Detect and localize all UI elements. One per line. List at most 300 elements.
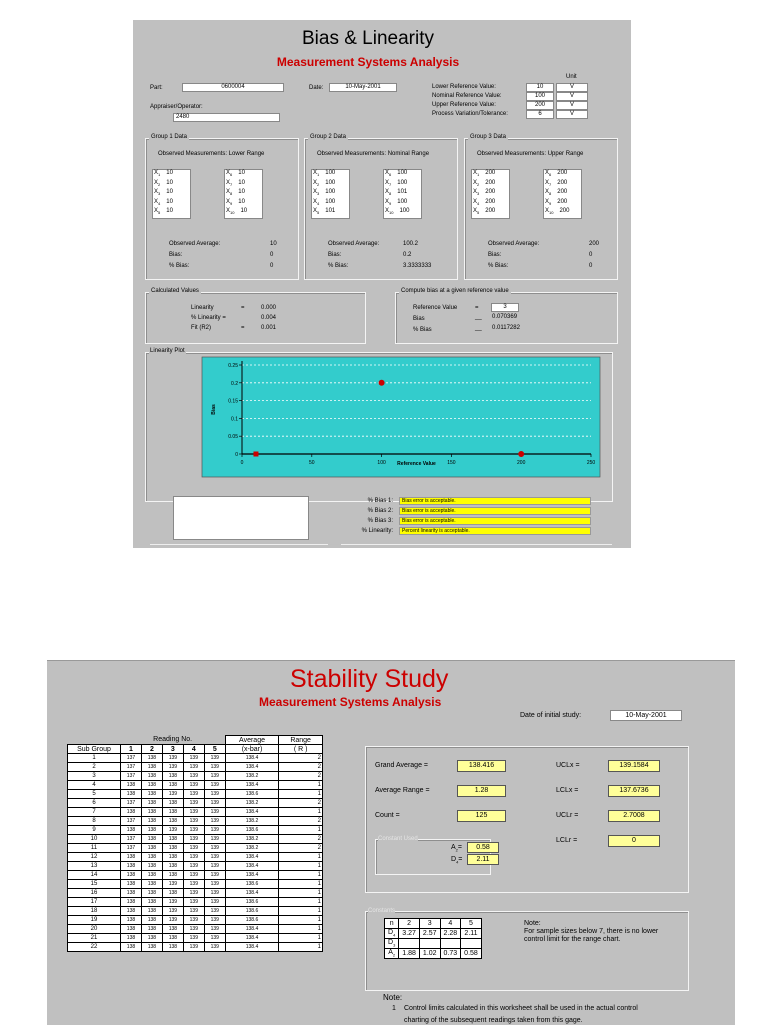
x-symbol: X <box>473 189 478 195</box>
measurement-index: 3 <box>158 191 161 197</box>
reading-cell[interactable]: 139 <box>183 862 204 871</box>
reading-cell[interactable]: 139 <box>183 943 204 952</box>
reading-cell[interactable]: 138 <box>162 772 183 781</box>
constant-name-cell <box>385 939 399 949</box>
reading-cell[interactable]: 138 <box>121 898 142 907</box>
table-row <box>68 916 323 925</box>
group-1-box <box>145 134 299 280</box>
measurement-row[interactable] <box>226 189 245 196</box>
measurement-index: 5 <box>158 210 161 216</box>
measurement-value: 10 <box>238 179 245 186</box>
plot-background <box>202 357 600 477</box>
reading-cell[interactable]: 138 <box>121 889 142 898</box>
reading-cell[interactable]: 138 <box>141 916 162 925</box>
reading-cell[interactable]: 137 <box>121 763 142 772</box>
measurement-row[interactable] <box>154 199 173 206</box>
measurement-value: 200 <box>485 208 496 214</box>
reading-cell[interactable]: 138 <box>162 943 183 952</box>
reference-unit-field[interactable]: V <box>556 83 588 92</box>
table-row <box>68 889 323 898</box>
reading-cell[interactable]: 138 <box>121 862 142 871</box>
average-cell: 138.4 <box>225 862 279 871</box>
reading-cell[interactable]: 138 <box>141 853 162 862</box>
measurement-row[interactable] <box>473 180 495 187</box>
x-symbol: X <box>473 198 478 205</box>
x-symbol: X <box>385 208 390 214</box>
reading-cell[interactable]: 139 <box>183 853 204 862</box>
average-cell: 138.4 <box>225 754 279 763</box>
reading-cell[interactable]: 139 <box>204 907 225 916</box>
group-stat-label: % Bias: <box>328 263 349 269</box>
measurement-field-block <box>224 169 263 219</box>
reading-cell[interactable]: 139 <box>204 763 225 772</box>
appraiser-label: Appraiser/Operator: <box>150 104 203 110</box>
measurement-row[interactable] <box>385 180 407 187</box>
reading-cell[interactable]: 139 <box>204 754 225 763</box>
average-cell: 138.4 <box>225 853 279 862</box>
reference-unit-field[interactable]: V <box>556 101 588 110</box>
reading-cell[interactable]: 139 <box>204 916 225 925</box>
reading-cell[interactable]: 139 <box>162 880 183 889</box>
group-stat-value: 0 <box>270 263 274 269</box>
calc-label: Linearity <box>191 305 214 311</box>
measurement-value: 100 <box>325 198 336 205</box>
reading-cell[interactable]: 139 <box>183 790 204 799</box>
measurement-index: 8 <box>230 191 233 197</box>
range-cell: 1 <box>279 943 323 952</box>
average-cell: 138.6 <box>225 898 279 907</box>
measurement-field-block <box>471 169 510 219</box>
measurement-index: 9 <box>230 200 233 206</box>
measurement-value: 200 <box>557 198 568 205</box>
reading-column-header: 5 <box>204 745 225 754</box>
reading-header: Reading No. <box>121 736 226 745</box>
measurement-value: 10 <box>238 170 245 176</box>
subgroup-cell: 21 <box>68 934 121 943</box>
x-symbol: X <box>545 189 550 195</box>
measurement-row[interactable] <box>154 189 173 196</box>
reference-value-field[interactable]: 10 <box>526 83 554 92</box>
reading-cell[interactable]: 139 <box>183 880 204 889</box>
reading-cell[interactable]: 139 <box>204 817 225 826</box>
stat-label: Grand Average = <box>375 762 428 769</box>
message-label: % Linearity: <box>361 528 393 534</box>
range-header: Range <box>279 736 323 745</box>
reading-cell[interactable]: 138 <box>141 862 162 871</box>
measurement-row[interactable] <box>154 208 173 215</box>
reading-cell[interactable]: 138 <box>162 871 183 880</box>
part-field[interactable]: 0600004 <box>182 83 284 92</box>
table-row <box>68 799 323 808</box>
reading-cell[interactable]: 138 <box>141 763 162 772</box>
reading-cell[interactable]: 138 <box>141 880 162 889</box>
measurement-index: 10 <box>389 210 394 216</box>
reading-cell[interactable]: 139 <box>204 943 225 952</box>
reading-cell[interactable]: 137 <box>121 799 142 808</box>
reading-cell[interactable]: 139 <box>162 754 183 763</box>
limit-label: LCLx = <box>556 787 579 794</box>
reading-cell[interactable]: 139 <box>204 844 225 853</box>
average-cell: 138.4 <box>225 781 279 790</box>
calculated-values-title: Calculated Values <box>151 288 199 294</box>
subgroup-cell: 16 <box>68 889 121 898</box>
x-symbol: X <box>313 208 318 214</box>
subgroup-cell: 2 <box>68 763 121 772</box>
measurement-index: 4 <box>158 200 161 206</box>
reading-cell[interactable]: 138 <box>162 799 183 808</box>
measurement-row[interactable] <box>545 189 567 196</box>
reading-cell[interactable]: 139 <box>204 889 225 898</box>
reference-value-field[interactable]: 200 <box>526 101 554 110</box>
measurement-row[interactable] <box>313 180 335 187</box>
constants-header-cell: n <box>385 919 399 929</box>
reading-cell[interactable]: 139 <box>162 916 183 925</box>
reading-cell[interactable]: 138 <box>162 781 183 790</box>
reading-cell[interactable]: 138 <box>141 790 162 799</box>
reading-cell[interactable]: 138 <box>162 934 183 943</box>
reading-cell[interactable]: 138 <box>141 772 162 781</box>
measurement-index: 1 <box>158 172 161 178</box>
subgroup-cell: 6 <box>68 799 121 808</box>
stat-value: 125 <box>457 810 506 822</box>
measurement-value: 200 <box>485 170 496 176</box>
table-header-row <box>68 736 323 745</box>
stat-value: 1.28 <box>457 785 506 797</box>
message-text: Percent linearity is acceptable. <box>399 527 591 535</box>
comment-box[interactable] <box>173 496 309 540</box>
reading-cell[interactable]: 138 <box>141 781 162 790</box>
reading-cell[interactable]: 138 <box>141 934 162 943</box>
reading-cell[interactable]: 137 <box>121 817 142 826</box>
measurement-row[interactable] <box>385 199 407 206</box>
reading-cell[interactable]: 139 <box>183 763 204 772</box>
reference-value-field[interactable]: 100 <box>526 92 554 101</box>
x-tick-label: 150 <box>447 460 456 466</box>
stability-study-sheet <box>47 660 735 1025</box>
constants-title: Constants <box>368 908 396 914</box>
reading-cell[interactable]: 139 <box>204 898 225 907</box>
measurement-row[interactable] <box>313 170 335 177</box>
message-label: % Bias 3: <box>367 518 393 524</box>
reading-cell[interactable]: 139 <box>162 790 183 799</box>
reading-cell[interactable]: 137 <box>121 754 142 763</box>
compute-bias-label: Bias <box>413 316 425 322</box>
table-row <box>68 808 323 817</box>
group-3-box <box>464 134 618 280</box>
measurement-index: 6 <box>549 172 552 178</box>
reading-cell[interactable]: 139 <box>204 772 225 781</box>
constant-value-cell <box>399 939 420 949</box>
x-symbol: X <box>385 189 390 195</box>
measurement-index: 9 <box>389 200 392 206</box>
measurement-row[interactable] <box>154 180 173 187</box>
measurement-value: 100 <box>397 170 408 176</box>
constant-value-cell: 2.28 <box>440 929 461 939</box>
reading-cell[interactable]: 139 <box>204 871 225 880</box>
measurement-index: 7 <box>389 181 392 187</box>
reading-cell[interactable]: 138 <box>162 808 183 817</box>
measurement-row[interactable] <box>226 208 247 215</box>
range-cell: 2 <box>279 844 323 853</box>
constant-subscript: 3 <box>393 942 396 948</box>
reference-unit-field[interactable]: V <box>556 110 588 119</box>
reading-cell[interactable]: 139 <box>183 817 204 826</box>
reading-cell[interactable]: 138 <box>141 835 162 844</box>
measurement-row[interactable] <box>473 170 495 177</box>
reading-cell[interactable]: 138 <box>121 871 142 880</box>
reading-cell[interactable]: 138 <box>121 907 142 916</box>
reading-cell[interactable]: 139 <box>204 790 225 799</box>
reading-cell[interactable]: 137 <box>121 835 142 844</box>
reading-cell[interactable]: 138 <box>121 916 142 925</box>
reading-cell[interactable]: 138 <box>121 880 142 889</box>
reference-value-field[interactable]: 6 <box>526 110 554 119</box>
range-cell: 2 <box>279 754 323 763</box>
reading-cell[interactable]: 139 <box>183 907 204 916</box>
subgroup-cell: 10 <box>68 835 121 844</box>
reading-cell[interactable]: 138 <box>162 925 183 934</box>
reference-unit-field[interactable]: V <box>556 92 588 101</box>
constant-symbol: A <box>388 949 393 957</box>
reading-cell[interactable]: 137 <box>121 844 142 853</box>
table-row <box>68 781 323 790</box>
limit-label: UCLx = <box>556 762 580 769</box>
reading-cell[interactable]: 138 <box>162 835 183 844</box>
reading-cell[interactable]: 139 <box>183 871 204 880</box>
reading-cell[interactable]: 139 <box>183 808 204 817</box>
range-cell: 1 <box>279 853 323 862</box>
measurement-row[interactable] <box>226 199 245 206</box>
measurement-index: 2 <box>317 181 320 187</box>
reading-cell[interactable]: 139 <box>183 781 204 790</box>
measurement-index: 4 <box>317 200 320 206</box>
range-subheader: ( R ) <box>279 745 323 754</box>
constant-value-cell <box>419 939 440 949</box>
message-label: % Bias 1: <box>367 498 393 504</box>
constant-value-cell: 1.88 <box>399 949 420 959</box>
x-symbol: X <box>226 189 231 195</box>
reading-cell[interactable]: 138 <box>141 817 162 826</box>
constant-symbol: D <box>388 939 394 947</box>
reading-cell[interactable]: 139 <box>162 826 183 835</box>
reading-cell[interactable]: 138 <box>141 925 162 934</box>
measurement-value: 200 <box>485 189 496 195</box>
reading-cell[interactable]: 138 <box>121 781 142 790</box>
calc-label: Fit (R2) <box>191 325 211 331</box>
reading-column-header: 2 <box>141 745 162 754</box>
x-tick-label: 50 <box>309 460 315 466</box>
subgroup-cell: 4 <box>68 781 121 790</box>
x-tick-label: 100 <box>377 460 386 466</box>
reading-cell[interactable]: 139 <box>204 934 225 943</box>
compute-bias-box <box>395 288 618 344</box>
reading-cell[interactable]: 139 <box>162 763 183 772</box>
initial-study-date-label: Date of initial study: <box>520 712 582 719</box>
reading-cell[interactable]: 139 <box>183 835 204 844</box>
footer-divider-left <box>150 544 328 545</box>
reading-cell[interactable]: 139 <box>204 925 225 934</box>
constant-value-cell <box>440 939 461 949</box>
average-cell: 138.2 <box>225 772 279 781</box>
measurement-row[interactable] <box>385 189 407 196</box>
measurement-row[interactable] <box>154 170 173 177</box>
measurement-row[interactable] <box>473 208 495 215</box>
reading-cell[interactable]: 139 <box>204 880 225 889</box>
measurement-row[interactable] <box>545 199 567 206</box>
reading-cell[interactable]: 138 <box>162 889 183 898</box>
reading-cell[interactable]: 138 <box>141 799 162 808</box>
x-tick-label: 250 <box>586 460 596 466</box>
group-stat-value: 3.3333333 <box>403 263 432 269</box>
group-stat-label: Bias: <box>328 252 342 258</box>
measurement-row[interactable] <box>545 180 567 187</box>
average-cell: 138.2 <box>225 835 279 844</box>
measurement-row[interactable] <box>473 189 495 196</box>
reading-cell[interactable]: 139 <box>204 808 225 817</box>
reading-cell[interactable]: 138 <box>141 844 162 853</box>
reading-cell[interactable]: 138 <box>141 907 162 916</box>
measurement-row[interactable] <box>226 180 245 187</box>
group-stat-value: 0 <box>589 252 593 258</box>
reading-cell[interactable]: 139 <box>183 772 204 781</box>
reading-cell[interactable]: 138 <box>121 943 142 952</box>
reading-cell[interactable]: 138 <box>121 925 142 934</box>
table-row <box>68 790 323 799</box>
measurement-row[interactable] <box>473 199 495 206</box>
table-row <box>68 844 323 853</box>
constants-row <box>385 949 482 959</box>
subgroup-cell: 15 <box>68 880 121 889</box>
measurement-value: 10 <box>166 170 173 176</box>
bottom-note-title: Note: <box>383 993 403 1002</box>
group-stat-label: Bias: <box>169 252 183 258</box>
reading-cell[interactable]: 138 <box>121 826 142 835</box>
x-symbol: X <box>473 179 478 186</box>
average-cell: 138.6 <box>225 790 279 799</box>
average-cell: 138.4 <box>225 889 279 898</box>
group-heading: Observed Measurements: Nominal Range <box>317 151 430 157</box>
group-title: Group 3 Data <box>470 134 507 140</box>
date-field[interactable]: 10-May-2001 <box>329 83 397 92</box>
reading-cell[interactable]: 139 <box>183 934 204 943</box>
reading-cell[interactable]: 139 <box>162 907 183 916</box>
measurement-field-block <box>383 169 422 219</box>
compute-pbias-value: 0.0117282 <box>492 325 520 331</box>
reading-cell[interactable]: 139 <box>183 889 204 898</box>
measurement-row[interactable] <box>545 170 567 177</box>
initial-study-date-field[interactable]: 10-May-2001 <box>610 710 682 721</box>
reading-cell[interactable]: 139 <box>183 844 204 853</box>
measurement-value: 100 <box>325 170 336 176</box>
average-header: Average <box>225 736 279 745</box>
table-row <box>68 772 323 781</box>
reading-cell[interactable]: 138 <box>162 844 183 853</box>
reading-cell[interactable]: 139 <box>204 835 225 844</box>
group-stat-value: 0 <box>589 263 593 269</box>
appraiser-field[interactable]: 2480 <box>173 113 280 122</box>
reading-cell[interactable]: 138 <box>162 817 183 826</box>
measurement-index: 5 <box>477 210 480 216</box>
calc-label: % Linearity = <box>191 315 226 321</box>
reading-cell[interactable]: 138 <box>141 808 162 817</box>
stat-label: Count = <box>375 812 400 819</box>
x-symbol: X <box>473 208 478 214</box>
measurement-row[interactable] <box>545 208 569 215</box>
reference-value-input[interactable]: 3 <box>491 303 519 312</box>
reading-cell[interactable]: 138 <box>141 871 162 880</box>
reading-cell[interactable]: 139 <box>204 853 225 862</box>
measurement-row[interactable] <box>385 170 407 177</box>
reading-cell[interactable]: 139 <box>183 898 204 907</box>
reading-cell[interactable]: 139 <box>204 862 225 871</box>
reading-cell[interactable]: 138 <box>141 943 162 952</box>
subgroup-cell: 17 <box>68 898 121 907</box>
group-heading: Observed Measurements: Upper Range <box>477 151 584 157</box>
reading-cell[interactable]: 138 <box>141 898 162 907</box>
reading-cell[interactable]: 138 <box>121 853 142 862</box>
reading-cell[interactable]: 139 <box>162 898 183 907</box>
measurement-row[interactable] <box>226 170 245 177</box>
reading-cell[interactable]: 138 <box>141 889 162 898</box>
measurement-value: 100 <box>325 189 336 195</box>
range-cell: 1 <box>279 898 323 907</box>
reading-cell[interactable]: 139 <box>183 826 204 835</box>
d4-label: $D_4=$ <box>451 856 463 865</box>
group-title: Group 2 Data <box>310 134 347 140</box>
reading-cell[interactable]: 139 <box>204 799 225 808</box>
range-cell: 1 <box>279 871 323 880</box>
reference-value-eq: = <box>475 305 479 311</box>
constant-value-cell <box>461 939 482 949</box>
reading-cell[interactable]: 138 <box>162 862 183 871</box>
measurement-row[interactable] <box>313 189 335 196</box>
y-axis-label: Bias <box>211 404 217 415</box>
average-cell: 138.2 <box>225 817 279 826</box>
reading-cell[interactable]: 138 <box>121 808 142 817</box>
reading-cell[interactable]: 139 <box>183 925 204 934</box>
reading-cell[interactable]: 138 <box>162 853 183 862</box>
reading-cell[interactable]: 138 <box>121 934 142 943</box>
data-point <box>379 380 385 386</box>
reading-cell[interactable]: 139 <box>204 826 225 835</box>
measurement-value: 200 <box>485 198 496 205</box>
table-header-row <box>68 745 323 754</box>
reading-cell[interactable]: 138 <box>121 790 142 799</box>
measurement-row[interactable] <box>313 208 335 215</box>
constant-value-cell: 2.57 <box>419 929 440 939</box>
measurement-value: 10 <box>240 208 248 214</box>
reading-cell[interactable]: 138 <box>141 754 162 763</box>
constants-header-row <box>385 919 482 929</box>
range-cell: 1 <box>279 907 323 916</box>
measurement-row[interactable] <box>385 208 409 215</box>
reading-cell[interactable]: 139 <box>183 754 204 763</box>
measurement-value: 200 <box>485 179 496 186</box>
reading-cell[interactable]: 137 <box>121 772 142 781</box>
limit-value: 0 <box>608 835 660 847</box>
compute-bias-eq: __ <box>475 314 482 320</box>
measurement-row[interactable] <box>313 199 335 206</box>
x-symbol: X <box>313 198 318 205</box>
reading-cell[interactable]: 138 <box>141 826 162 835</box>
linearity-plot-box <box>145 348 613 502</box>
reading-cell[interactable]: 139 <box>204 781 225 790</box>
limit-value: 139.1584 <box>608 760 660 772</box>
group-stat-label: Observed Average: <box>169 241 221 247</box>
calc-value: 0.000 <box>261 305 277 311</box>
reading-cell[interactable]: 139 <box>183 916 204 925</box>
reading-cell[interactable]: 139 <box>183 799 204 808</box>
